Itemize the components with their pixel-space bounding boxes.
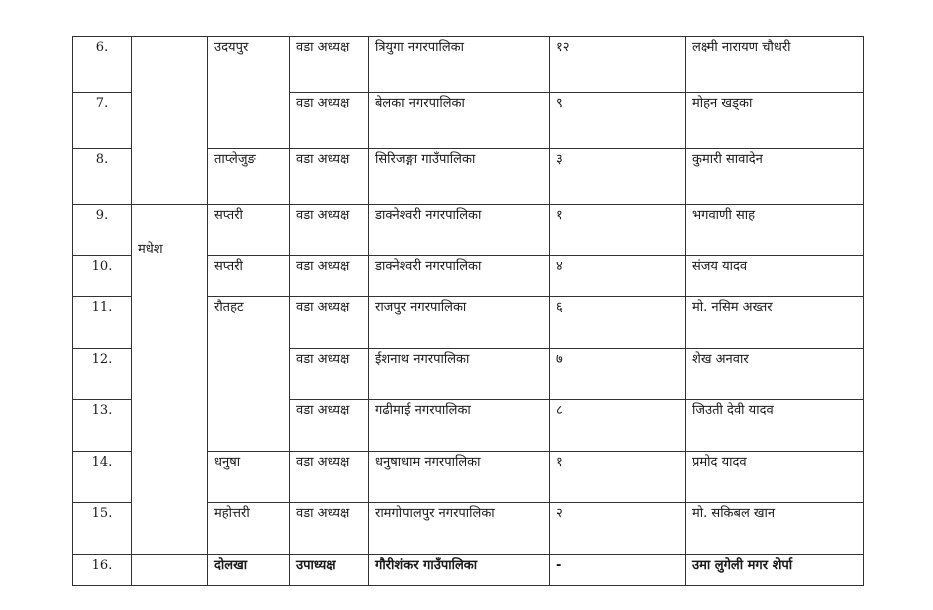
serial-number: 6. [73, 37, 132, 93]
ward-cell: १ [550, 205, 686, 256]
ward-cell: ३ [550, 149, 686, 205]
local-body-cell: त्रियुगा नगरपालिका [369, 37, 550, 93]
province-label: मधेश [138, 242, 163, 257]
serial-number: 16. [73, 555, 132, 586]
local-body-cell: सिरिजङ्गा गाउँपालिका [369, 149, 550, 205]
post-cell: वडा अध्यक्ष [290, 149, 369, 205]
post-cell: वडा अध्यक्ष [290, 205, 369, 256]
name-cell: जिउती देवी यादव [686, 400, 864, 452]
local-body-cell: राजपुर नगरपालिका [369, 297, 550, 349]
district-cell: सप्तरी [208, 256, 290, 297]
serial-number: 13. [73, 400, 132, 452]
ward-cell: १ [550, 452, 686, 503]
district-cell: धनुषा [208, 452, 290, 503]
name-cell: संजय यादव [686, 256, 864, 297]
province-cell [132, 205, 208, 555]
ward-cell: ६ [550, 297, 686, 349]
ward-cell: - [550, 555, 686, 586]
serial-number: 8. [73, 149, 132, 205]
post-cell: वडा अध्यक्ष [290, 349, 369, 400]
post-cell: वडा अध्यक्ष [290, 503, 369, 555]
name-cell: मोहन खड्का [686, 93, 864, 149]
local-body-cell: बेलका नगरपालिका [369, 93, 550, 149]
ward-cell: १२ [550, 37, 686, 93]
name-cell: मो. सकिबल खान [686, 503, 864, 555]
local-body-cell: रामगोपालपुर नगरपालिका [369, 503, 550, 555]
representatives-table [72, 36, 864, 586]
district-cell: ताप्लेजुङ [208, 149, 290, 205]
local-body-cell: ईशनाथ नगरपालिका [369, 349, 550, 400]
name-cell: प्रमोद यादव [686, 452, 864, 503]
post-cell: वडा अध्यक्ष [290, 452, 369, 503]
district-cell: महोत्तरी [208, 503, 290, 555]
serial-number: 14. [73, 452, 132, 503]
name-cell: कुमारी सावादेन [686, 149, 864, 205]
table-row [73, 205, 864, 256]
name-cell: भगवाणी साह [686, 205, 864, 256]
post-cell: उपाध्यक्ष [290, 555, 369, 586]
post-cell: वडा अध्यक्ष [290, 93, 369, 149]
district-cell: उदयपुर [208, 37, 290, 149]
post-cell: वडा अध्यक्ष [290, 400, 369, 452]
local-body-cell: डाक्नेश्वरी नगरपालिका [369, 205, 550, 256]
serial-number: 15. [73, 503, 132, 555]
serial-number: 7. [73, 93, 132, 149]
district-cell: सप्तरी [208, 205, 290, 256]
serial-number: 10. [73, 256, 132, 297]
name-cell: लक्ष्मी नारायण चौधरी [686, 37, 864, 93]
table-row [73, 555, 864, 586]
ward-cell: ९ [550, 93, 686, 149]
ward-cell: २ [550, 503, 686, 555]
local-body-cell: गढीमाई नगरपालिका [369, 400, 550, 452]
post-cell: वडा अध्यक्ष [290, 297, 369, 349]
name-cell: मो. नसिम अख्तर [686, 297, 864, 349]
post-cell: वडा अध्यक्ष [290, 37, 369, 93]
table-row [73, 37, 864, 93]
ward-cell: ७ [550, 349, 686, 400]
name-cell: शेख अनवार [686, 349, 864, 400]
district-cell: रौतहट [208, 297, 290, 452]
ward-cell: ४ [550, 256, 686, 297]
local-body-cell: डाक्नेश्वरी नगरपालिका [369, 256, 550, 297]
name-cell: उमा लुगेली मगर शेर्पा [686, 555, 864, 586]
serial-number: 12. [73, 349, 132, 400]
province-cell [132, 555, 208, 586]
local-body-cell: गौरीशंकर गाउँपालिका [369, 555, 550, 586]
serial-number: 9. [73, 205, 132, 256]
serial-number: 11. [73, 297, 132, 349]
province-cell [132, 37, 208, 205]
local-body-cell: धनुषाधाम नगरपालिका [369, 452, 550, 503]
district-cell: दोलखा [208, 555, 290, 586]
ward-cell: ८ [550, 400, 686, 452]
post-cell: वडा अध्यक्ष [290, 256, 369, 297]
